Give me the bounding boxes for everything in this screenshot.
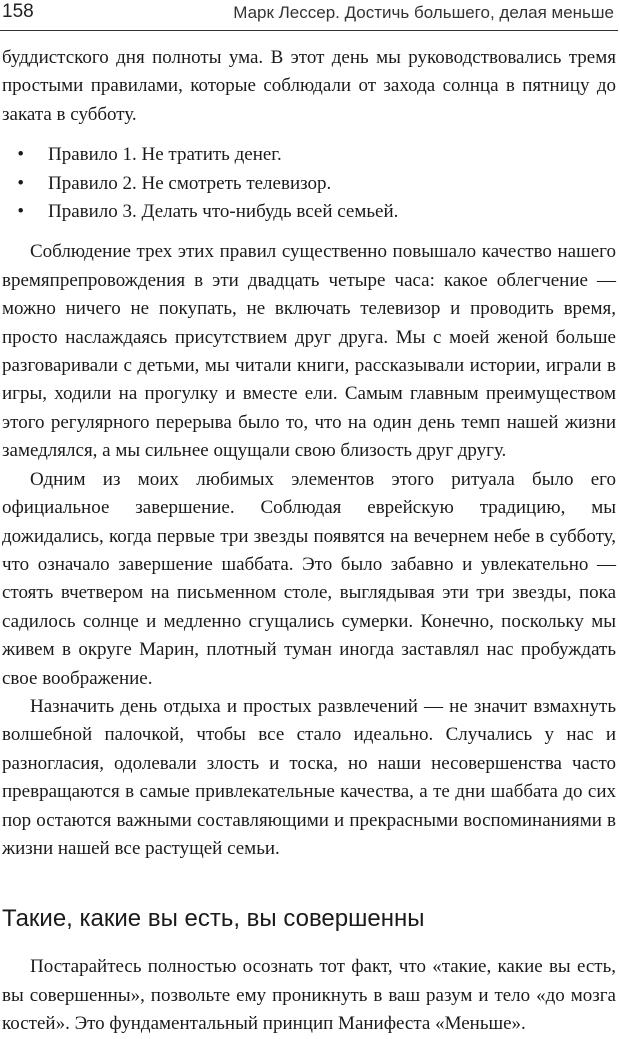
rule-text: Правило 2. Не смотреть телевизор. [48,172,332,194]
paragraph-rest-day: Назначить день отдыха и простых развлечений — не значит взмахнуть волшебной палочкой, чтобы все стало идеально. Случались у нас и разногласия, одолевали злость и тоска, но наши несовершенства часто превращаются в самые привлекательные качества, а те дни шаббата до сих пор остаются важными составляющими и прекрасными воспоминаниями в жизни нашей все растущей семьи. [2,695,616,859]
rule-text: Правило 1. Не тратить денег. [48,144,282,166]
paragraph-observance: Соблюдение трех этих правил существенно повышало качество нашего времяпрепровождения в эти двадцать четыре часа: какое облегчение — можно ничего не покупать, не включать телевизор и проводить время, просто наслаждаясь присутствием друг друга. Мы с моей женой больше разговаривали с детьми, мы читали книги, рассказывали истории, играли в игры, ходили на прогулку и вместе ели. Самым главным преимуществом этого регулярного перерыва было то, что на один день темп нашей жизни замедлялся, а мы сильнее ощущали свою близость друг другу. [2,241,616,462]
page-header [0,0,618,31]
list-item [2,141,616,169]
page-number: 158 [2,1,34,22]
list-item [2,170,616,198]
section-title: Такие, какие вы есть, вы совершенны [2,905,425,933]
paragraph-intro: буддистского дня полноты ума. В этот день мы руководствовались тремя простыми правилами, которые соблюдали от захода солнца в пятницу до заката в субботу. [2,47,616,125]
paragraph-ritual: Одним из моих любимых элементов этого ритуала было его официальное завершение. Соблюдая еврейскую традицию, мы дожидались, когда первые три звезды появятся на вечернем небе в субботу, что означало завершение шаббата. Это было забавно и увлекательно — стоять вчетвером на письменном столе, выглядывая эти три звезды, пока садилось солнце и медленно сгущались сумерки. Конечно, поскольку мы живем в округе Марин, плотный туман иногда заставлял нас пробуждать свое воображение. [2,468,616,689]
paragraph-section-intro: Постарайтесь полностью осознать тот факт, что «такие, какие вы есть, вы совершенны», позвольте ему проникнуть в ваш разум и тело «до мозга костей». Это фундаментальный принцип Манифеста «Меньше». [2,956,616,1035]
rule-text: Правило 3. Делать что-нибудь всей семьей. [48,201,399,223]
rules-list [2,141,616,226]
running-title: Марк Лессер. Достичь большего, делая меньше [233,3,614,22]
list-item [2,198,616,226]
page-body [2,44,616,1039]
